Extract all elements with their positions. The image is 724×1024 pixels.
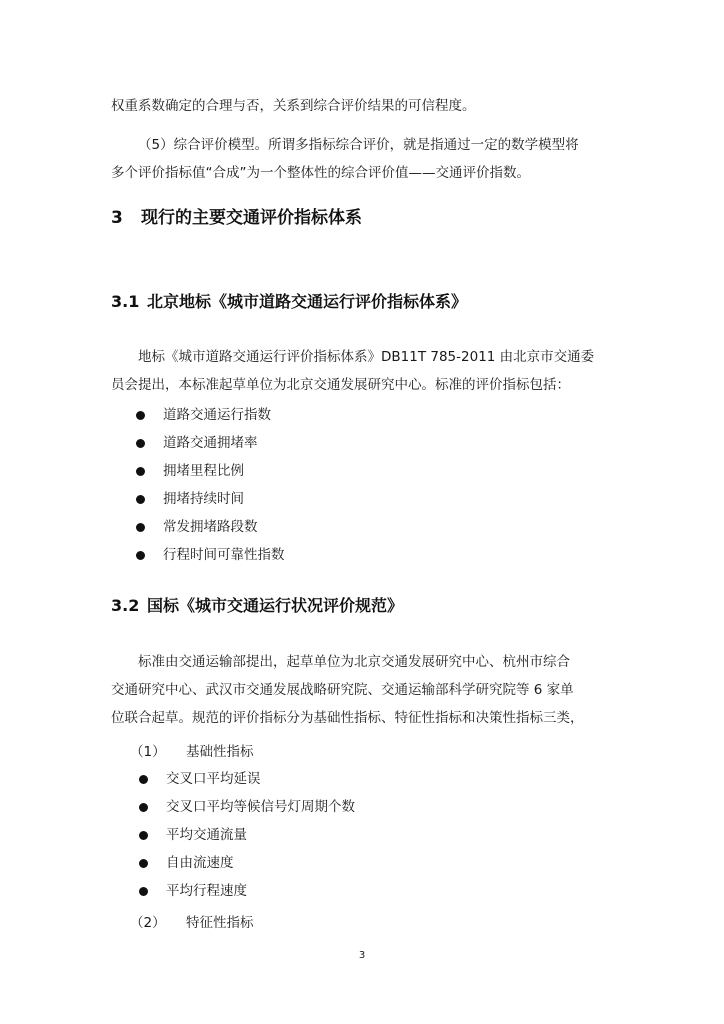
subheading-number: （2） — [130, 915, 166, 931]
bullet-icon — [136, 495, 145, 504]
heading-section-3-2 — [111, 593, 403, 616]
list-item: 交叉口平均延误 — [166, 771, 261, 787]
paragraph-national-standard-line1: 标准由交通运输部提出，起草单位为北京交通发展研究中心、杭州市综合 — [138, 654, 570, 670]
heading-number: 3.2 — [111, 596, 140, 615]
heading-title: 国标《城市交通运行状况评价规范》 — [147, 596, 404, 615]
bullet-icon — [136, 439, 145, 448]
heading-number: 3.1 — [111, 292, 140, 311]
list-item: 行程时间可靠性指数 — [163, 547, 285, 563]
list-item: 自由流速度 — [166, 855, 234, 871]
list-item: 平均行程速度 — [166, 883, 247, 899]
list-item: 平均交通流量 — [166, 827, 247, 843]
bullet-icon — [136, 411, 145, 420]
bullet-icon — [136, 523, 145, 532]
bullet-icon — [139, 803, 148, 812]
paragraph-beijing-standard-line1: 地标《城市道路交通运行评价指标体系》DB11T 785-2011 由北京市交通委 — [138, 349, 595, 365]
paragraph-beijing-standard-line2: 员会提出，本标准起草单位为北京交通发展研究中心。标准的评价指标包括： — [111, 377, 570, 393]
bullet-icon — [139, 775, 148, 784]
subheading-feature-indicators — [130, 911, 254, 931]
list-item: 拥堵里程比例 — [163, 463, 244, 479]
list-item: 道路交通运行指数 — [163, 407, 271, 423]
subheading-label: 特征性指标 — [186, 915, 254, 931]
list-item: 常发拥堵路段数 — [163, 519, 258, 535]
heading-title: 现行的主要交通评价指标体系 — [141, 208, 362, 228]
heading-section-3-1 — [111, 289, 467, 312]
list-item: 道路交通拥堵率 — [163, 435, 258, 451]
list-item: 交叉口平均等候信号灯周期个数 — [166, 799, 355, 815]
bullet-icon — [139, 859, 148, 868]
paragraph-model-line1: （5）综合评价模型。所谓多指标综合评价，就是指通过一定的数学模型将 — [138, 137, 579, 153]
bullet-icon — [139, 831, 148, 840]
heading-number: 3 — [111, 208, 123, 228]
page-number: 3 — [358, 950, 366, 961]
paragraph-national-standard-line2: 交通研究中心、武汉市交通发展战略研究院、交通运输部科学研究院等 6 家单 — [111, 682, 574, 698]
heading-section-3 — [111, 203, 362, 228]
bullet-icon — [139, 887, 148, 896]
paragraph-model-line2: 多个评价指标值“合成”为一个整体性的综合评价值——交通评价指数。 — [111, 165, 530, 181]
paragraph-weight-coefficient: 权重系数确定的合理与否，关系到综合评价结果的可信程度。 — [111, 98, 476, 114]
subheading-label: 基础性指标 — [186, 744, 254, 760]
heading-title: 北京地标《城市道路交通运行评价指标体系》 — [147, 292, 468, 311]
bullet-icon — [136, 467, 145, 476]
bullet-icon — [136, 551, 145, 560]
paragraph-national-standard-line3: 位联合起草。规范的评价指标分为基础性指标、特征性指标和决策性指标三类， — [111, 710, 584, 726]
list-item: 拥堵持续时间 — [163, 491, 244, 507]
subheading-basic-indicators — [130, 740, 254, 760]
subheading-number: （1） — [130, 744, 166, 760]
